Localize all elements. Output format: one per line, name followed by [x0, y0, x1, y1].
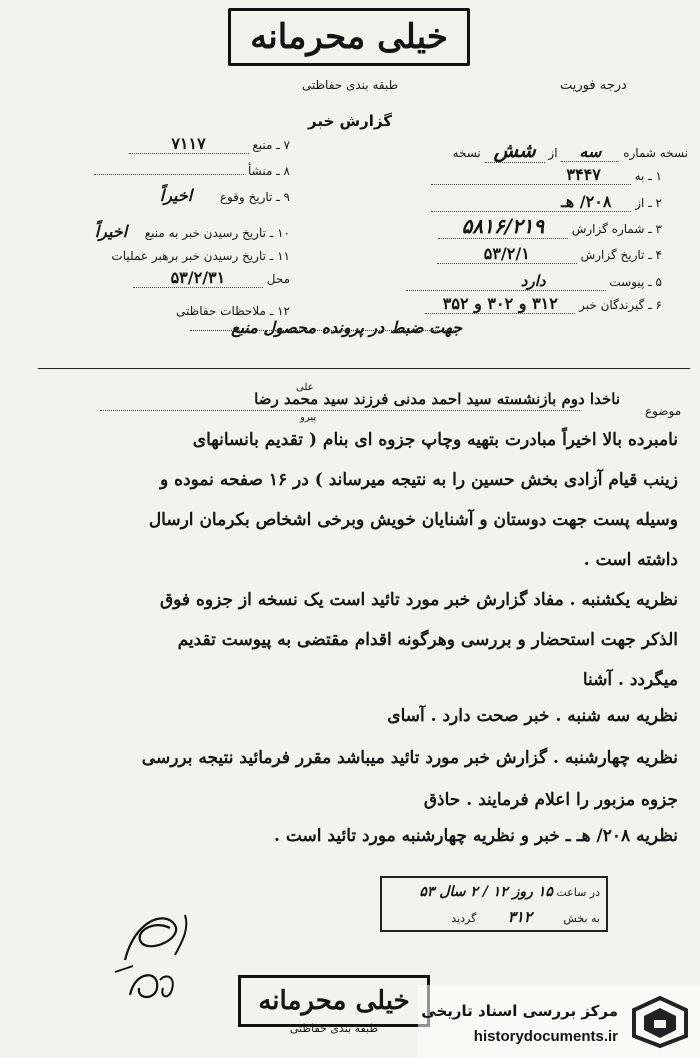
body-line-11: نظریه ۲۰۸/ هـ ـ خبر و نظریه چهارشنبه مورد تائید است . [274, 826, 678, 846]
notes-underline [190, 330, 460, 331]
body-line-1: نامبرده بالا اخیراً مبادرت بتهیه وچاپ جزوه ای بنام ( تقدیم بانسانهای [192, 430, 678, 450]
report-title: گزارش خبر [307, 112, 393, 130]
reception-section-value: ۳۱۲ [507, 908, 532, 926]
copy-number-label: نسخه شماره [623, 146, 688, 160]
report-date-value: ۵۳/۲/۱ [437, 244, 577, 264]
attachment-value: دارد [406, 272, 606, 291]
body-line-9: نظریه چهارشنبه . گزارش خبر مورد تائید میباشد مقرر فرمائید نتیجه بررسی [141, 748, 678, 768]
form-row-8 [94, 164, 290, 178]
occurrence-date-label: ۹ ـ تاریخ وقوع [219, 190, 290, 204]
source-value: ۷۱۱۷ [129, 134, 249, 154]
section-divider [38, 368, 690, 369]
security-notes-label: ۱۲ ـ ملاحظات حفاظتی [176, 304, 290, 318]
classification-stamp-top: خیلی محرمانه [228, 8, 470, 66]
to-label: ۱ ـ به [634, 169, 662, 183]
form-row-7 [129, 134, 290, 154]
form-row-2 [431, 192, 662, 212]
form-row-10 [81, 222, 290, 241]
subject-underline [100, 410, 580, 411]
form-row-9 [136, 186, 290, 205]
reception-time-label: در ساعت [556, 886, 600, 899]
subject-text: ناخدا دوم بازنشسته سید احمد مدنی فرزند سید محمد رضا [254, 390, 620, 408]
report-number-label: ۳ ـ شماره گزارش [571, 222, 662, 236]
ops-leader-date-label: ۱۱ ـ تاریخ رسیدن خبر برهبر عملیات [111, 249, 290, 263]
copy-from-label: از [548, 146, 558, 160]
watermark-url[interactable]: historydocuments.ir [473, 1028, 618, 1045]
source-label: ۷ ـ منبع [252, 138, 290, 152]
recipients-label: ۶ ـ گیرندگان خبر [579, 298, 662, 312]
body-line-6: الذکر جهت استحضار و بررسی وهرگونه اقدام مقتضی به پیوست تقدیم [177, 630, 678, 650]
occurrence-date-value: اخیراً [159, 186, 193, 205]
form-row-11-place [133, 268, 290, 288]
place-label: محل [266, 272, 290, 286]
reception-stamp [380, 876, 608, 932]
body-line-5: نظریه یکشنبه . مفاد گزارش خبر مورد تائید است یک نسخه از جزوه فوق [159, 590, 678, 610]
form-row-copy [453, 138, 688, 163]
watermark-title: مرکز بررسی اسناد تاریخی [421, 1002, 618, 1020]
body-line-8: نظریه سه شنبه . خبر صحت دارد . آسای [387, 706, 678, 726]
handwritten-signature [105, 900, 215, 1010]
origin-dots [94, 174, 244, 175]
copy-label: نسخه [452, 146, 481, 160]
reception-line-1 [419, 884, 600, 900]
ops-leader-date-value: ۵۳/۲/۳۱ [133, 268, 263, 288]
form-row-11 [111, 249, 290, 263]
security-notes-value: جهت ضبط در پرونده محصول منبع [231, 318, 462, 337]
archive-logo-icon [628, 992, 692, 1050]
origin-label: ۸ ـ منشأ [247, 164, 290, 178]
source-receipt-date-label: ۱۰ ـ تاریخ رسیدن خبر به منبع [144, 226, 290, 240]
body-line-7: میگردد . آشنا [582, 670, 678, 690]
report-date-label: ۴ ـ تاریخ گزارش [580, 248, 662, 262]
copy-from-value: شش [485, 138, 545, 163]
form-row-3 [438, 214, 662, 239]
body-line-3: وسیله پست جهت دوستان و آشنایان خویش وبرخی اشخاص بکرمان ارسال [148, 510, 678, 530]
body-line-4: داشته است . [583, 550, 678, 570]
recipients-value: ۳۱۲ و ۳۰۲ و ۳۵۲ [425, 294, 575, 314]
reception-line-2 [451, 908, 600, 926]
form-row-12 [176, 304, 290, 318]
form-row-4 [437, 244, 662, 264]
classification-stamp-bottom: خیلی محرمانه [238, 975, 430, 1027]
form-row-5 [406, 272, 662, 291]
classification-label-bottom: طبقه بندی حفاظتی [289, 1022, 379, 1035]
subject-insert-above: علی [296, 382, 314, 393]
source-receipt-date-value: اخیراً [94, 222, 128, 241]
form-row-1 [431, 165, 662, 185]
classification-label-top: طبقه بندی حفاظتی [301, 78, 399, 92]
reception-section-label: به بخش [563, 912, 600, 925]
body-line-2: زینب قیام آزادی بخش حسین را به نتیجه میرساند ) در ۱۶ صفحه نموده و [159, 470, 678, 490]
to-value: ۳۴۴۷ [431, 165, 631, 185]
attachment-label: ۵ ـ پیوست [609, 275, 662, 289]
copy-number-value: سه [561, 142, 619, 162]
form-row-6 [425, 294, 662, 314]
reception-suffix: گردید [451, 912, 477, 925]
priority-label: درجه فوریت [560, 78, 627, 93]
from-value: ۲۰۸/ هـ [431, 192, 631, 212]
body-line-10: جزوه مزبور را اعلام فرمایند . حاذق [423, 790, 678, 810]
from-label: ۲ ـ از [635, 196, 662, 210]
reception-time-value: ۱۵ روز ۱۲ / ۲ سال ۵۳ [419, 884, 553, 900]
subject-insert-below: پیرو [300, 412, 317, 423]
subject-label: موضوع [645, 404, 682, 418]
report-number-value: ۵۸۱۶/۲۱۹ [438, 214, 568, 239]
